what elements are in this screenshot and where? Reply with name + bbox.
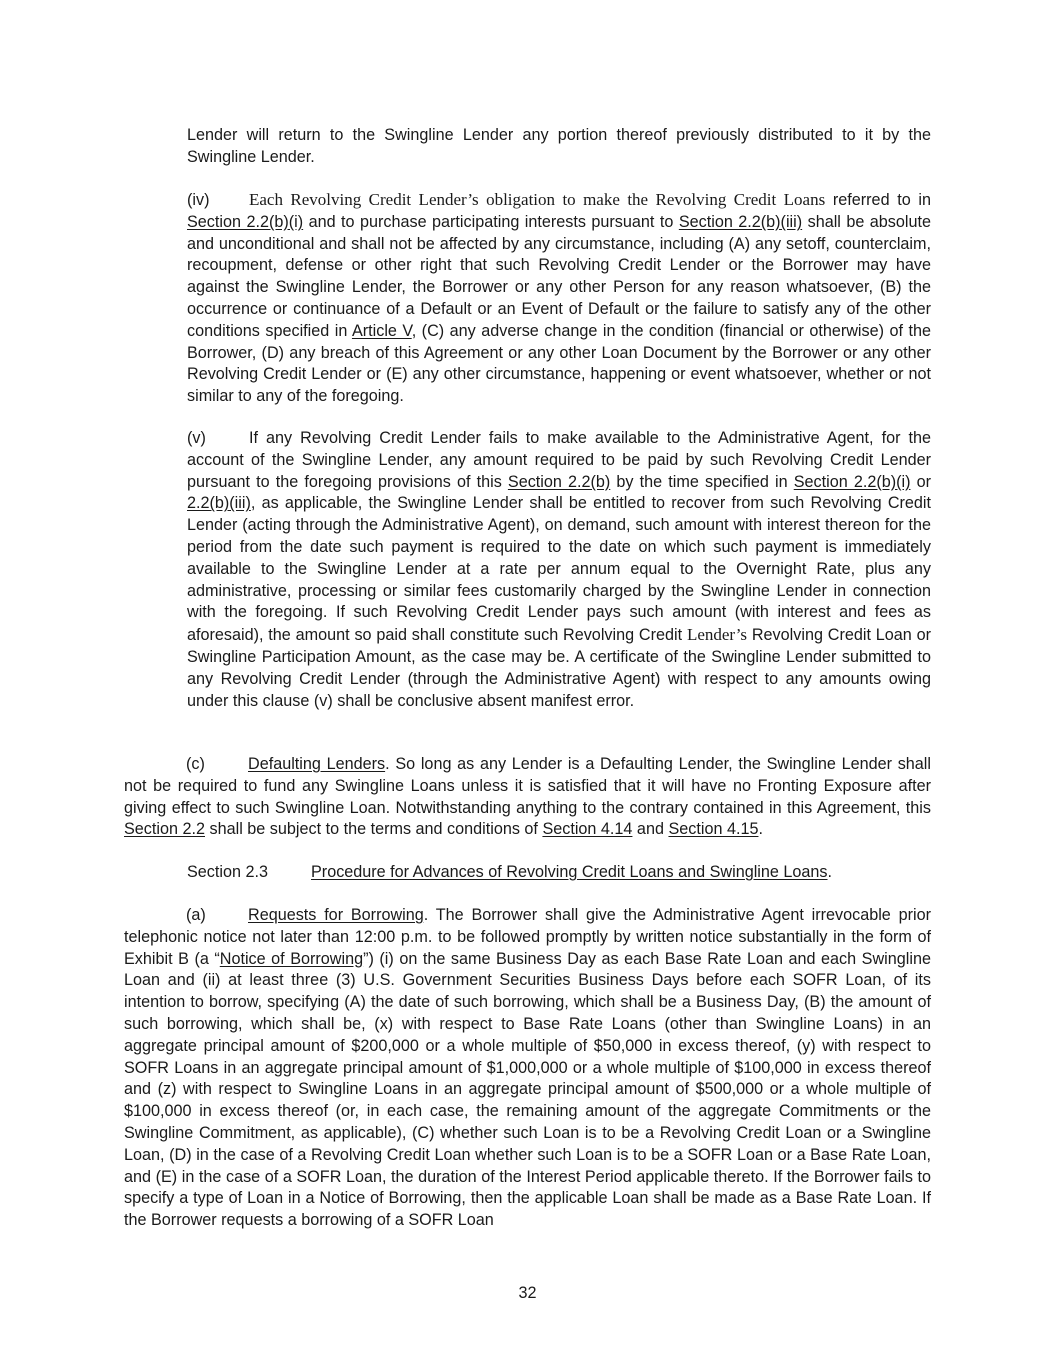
notice-of-borrowing-term: Notice of Borrowing	[219, 949, 364, 968]
section-ref-2-2[interactable]: Section 2.2	[124, 820, 205, 839]
clause-c-number: (c)	[186, 755, 205, 773]
defaulting-lenders-heading: Defaulting Lenders	[248, 755, 386, 773]
clause-a-paragraph: (a) Requests for Borrowing. The Borrower shall give the Administrative Agent irrevocable prior telephonic notice not later than 12:00 p.m. to be followed promptly by written notice substantially in the form of Exhibit B (a “Notice of Borrowing”) (i) on the same Business Day as each Base Rate Loan and each Swingline Loan and (ii) at least three (3) U.S. Government Securities Business Days before each SOFR Loan, of its intention to borrow, specifying (A) the date of such borrowing, which shall be a Business Day, (B) the amount of such borrowing, which shall be, (x) with respect to Base Rate Loans (other than Swingline Loans) in an aggregate principal amount of $200,000 or a whole multiple of $50,000 in excess thereof, (y) with respect to SOFR Loans in an aggregate principal amount of $1,000,000 or a whole multiple of $100,000 in excess thereof and (z) with respect to Swingline Loans in an aggregate principal amount of $500,000 or a whole multiple of $100,000 in excess thereof (or, in each case, the remaining amount of the aggregate Commitments or the Swingline Commitment, as applicable), (C) whether such Loan is to be a Revolving Credit Loan or a Swingline Loan, (D) in the case of a Revolving Credit Loan whether such Loan is to be a SOFR Loan or a Base Rate Loan, and (E) in the case of a SOFR Loan, the duration of the Interest Period applicable thereto. If the Borrower fails to specify a type of Loan in a Notice of Borrowing, then the applicable Loan shall be made as a Base Rate Loan. If the Borrower requests a borrowing of a SOFR Loan	[124, 906, 931, 1230]
requests-for-borrowing-heading: Requests for Borrowing	[248, 906, 424, 924]
page-number: 32	[518, 1284, 537, 1302]
section-ref-4-14[interactable]: Section 4.14	[542, 820, 633, 839]
section-ref-2-2-b-i-2[interactable]: Section 2.2(b)(i)	[793, 472, 911, 491]
section-2-3-heading: Section 2.3 Procedure for Advances of Revolving Credit Loans and Swingline Loans.	[187, 862, 931, 884]
article-ref-v[interactable]: Article V	[351, 321, 412, 340]
section-ref-2-2-b-iii[interactable]: Section 2.2(b)(iii)	[678, 212, 803, 231]
continued-paragraph: Lender will return to the Swingline Lender any portion thereof previously distributed to it by the Swingline Lender.	[187, 126, 931, 166]
section-2-3-number: Section 2.3	[187, 863, 268, 881]
clause-v-paragraph: (v) If any Revolving Credit Lender fails to make available to the Administrative Agent, for the account of the Swingline Lender, any amount required to be paid by such Revolving Credit Lender pursuant to the foregoing provisions of this Section 2.2(b) by the time specified in Section 2.2(b)(i) or 2.2(b)(iii), as applicable, the Swingline Lender shall be entitled to recover from such Revolving Credit Lender (acting through the Administrative Agent), on demand, such amount with interest thereon for the period from the date such payment is required to the date on which such payment is immediately available to the Swingline Lender at a rate per annum equal to the Overnight Rate, plus any administrative, processing or similar fees customarily charged by the Swingline Lender in connection with the foregoing. If such Revolving Credit Lender pays such amount (with interest and fees as aforesaid), the amount so paid shall constitute such Revolving Credit Lender’s Revolving Credit Loan or Swingline Participation Amount, as the case may be. A certificate of the Swingline Lender submitted to any Revolving Credit Lender (through the Administrative Agent) with respect to any amounts owing under this clause (v) shall be conclusive absent manifest error.	[187, 429, 932, 710]
clause-iv-number: (iv)	[187, 191, 210, 209]
section-ref-4-15[interactable]: Section 4.15	[668, 820, 759, 839]
section-ref-2-2-b-iii-2[interactable]: 2.2(b)(iii)	[187, 494, 251, 513]
section-ref-2-2-b[interactable]: Section 2.2(b)	[507, 472, 611, 491]
clause-v-number: (v)	[187, 429, 206, 447]
clause-c-paragraph: (c) Defaulting Lenders. So long as any Lender is a Defaulting Lender, the Swingline Lender shall not be required to fund any Swingline Loans unless it is satisfied that it will have no Fronting Exposure after giving effect to such Swingline Loan. Notwithstanding anything to the contrary contained in this Agreement, this Section 2.2 shall be subject to the terms and conditions of Section 4.14 and Section 4.15.	[124, 755, 931, 839]
clause-iv-paragraph: (iv) Each Revolving Credit Lender’s obligation to make the Revolving Credit Loans referred to in Section 2.2(b)(i) and to purchase participating interests pursuant to Section 2.2(b)(iii) shall be absolute and unconditional and shall not be affected by any circumstance, including (A) any setoff, counterclaim, recoupment, defense or other right that such Revolving Credit Lender or the Borrower may have against the Swingline Lender, the Borrower or any other Person for any reason whatsoever, (B) the occurrence or continuance of a Default or an Event of Default or the failure to satisfy any of the other conditions specified in Article V, (C) any adverse change in the condition (financial or otherwise) of the Borrower, (D) any breach of this Agreement or any other Loan Document by the Borrower or any other Revolving Credit Lender or (E) any other circumstance, happening or event whatsoever, whether or not similar to any of the foregoing.	[187, 190, 932, 406]
section-2-3-title: Procedure for Advances of Revolving Credit Loans and Swingline Loans	[311, 863, 828, 881]
clause-a-number: (a)	[186, 906, 206, 924]
section-ref-2-2-b-i[interactable]: Section 2.2(b)(i)	[187, 212, 304, 231]
